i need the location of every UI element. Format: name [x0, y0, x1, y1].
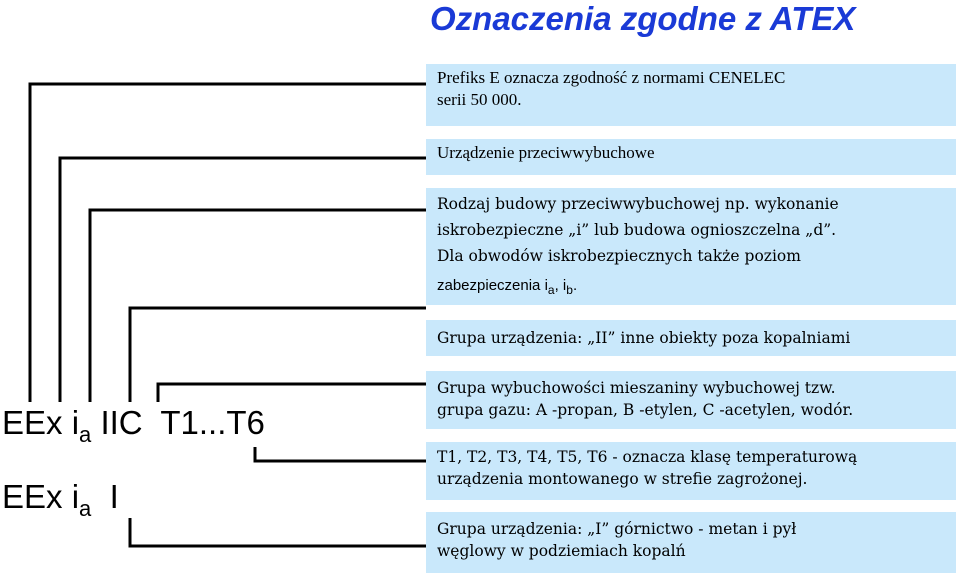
box-line: Grupa urządzenia: „II” inne obiekty poza kopalniami [437, 329, 851, 347]
code-sub: a [79, 422, 92, 447]
box-line: Grupa urządzenia: „I” górnictwo - metan i pył [437, 520, 797, 538]
connector-group-ii [130, 308, 426, 402]
code-eex-ia-iic [2, 404, 265, 448]
connector-ex [60, 158, 426, 402]
box-protection-type [426, 188, 956, 305]
box-line: serii 50 000. [437, 90, 522, 109]
connector-group-i [130, 518, 426, 546]
code-prefix: EEx i [2, 478, 80, 515]
connector-gas-group [158, 384, 426, 402]
box-temperature-class [426, 442, 956, 500]
protection-level-mid: , i [554, 277, 567, 294]
box-line: T1, T2, T3, T4, T5, T6 - oznacza klasę temperaturową [437, 448, 858, 466]
box-line: grupa gazu: A -propan, B -etylen, C -acetylen, wodór. [437, 401, 854, 419]
box-group-ii [426, 320, 956, 356]
slide-title: Oznaczenia zgodne z ATEX [430, 0, 856, 37]
box-line: iskrobezpieczne „i” lub budowa ognioszczelna „d”. [437, 221, 837, 239]
box-group-i [426, 512, 956, 573]
code-rest: I [109, 478, 119, 515]
box-prefix-e [426, 64, 956, 126]
protection-level-line [437, 275, 956, 301]
box-line: Grupa wybuchowości mieszaniny wybuchowej tzw. [437, 379, 836, 397]
box-line: Dla obwodów iskrobezpiecznych także poziom [437, 247, 801, 265]
protection-level-sub-b: b [566, 283, 573, 297]
protection-level-sub-a: a [547, 283, 555, 297]
box-line: Urządzenie przeciwwybuchowe [437, 143, 655, 162]
protection-level-text: zabezpieczenia i [437, 277, 548, 294]
code-prefix: EEx i [2, 404, 80, 441]
box-line: Rodzaj budowy przeciwwybuchowej np. wykonanie [437, 195, 839, 213]
box-explosion-proof [426, 139, 956, 175]
protection-level-end: . [572, 277, 578, 294]
connector-ia [90, 210, 426, 402]
box-line: urządzenia montowanego w strefie zagrożonej. [437, 470, 808, 488]
code-eex-ia-i [2, 478, 119, 522]
code-sub: a [79, 496, 92, 521]
box-line: Prefiks E oznacza zgodność z normami CENELEC [437, 68, 786, 87]
box-gas-group [426, 371, 956, 429]
connector-temp-class [255, 447, 426, 461]
code-rest: IIC T1...T6 [100, 404, 265, 441]
box-line: węglowy w podziemiach kopalń [437, 542, 686, 560]
